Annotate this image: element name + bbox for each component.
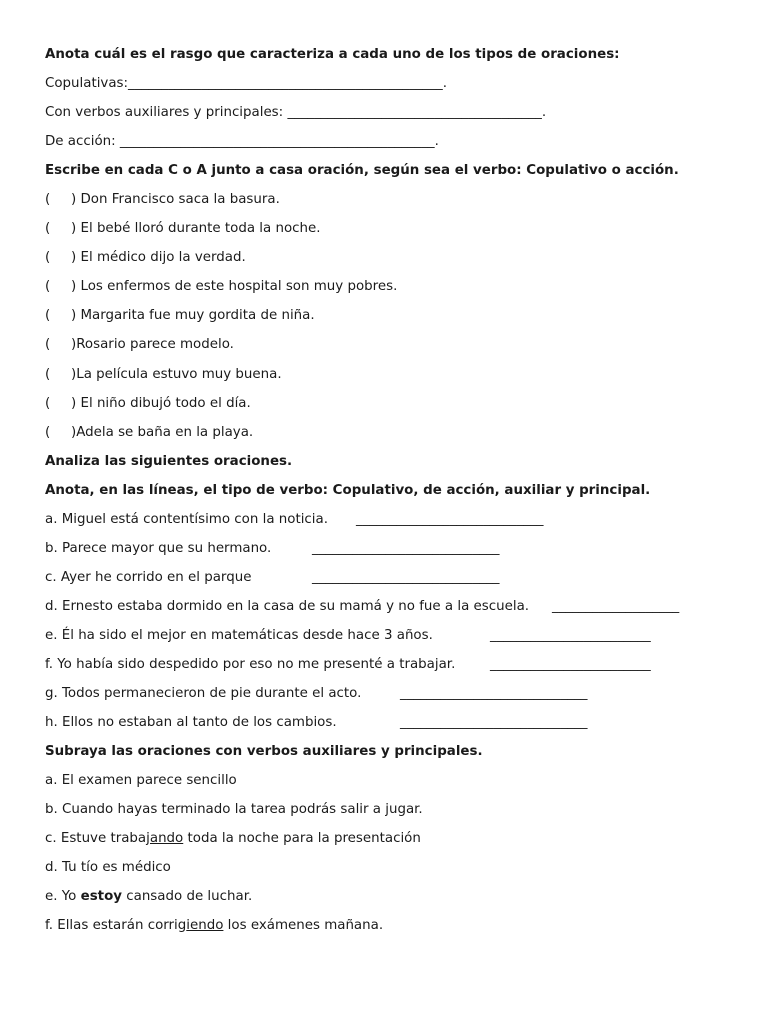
answer-box-open[interactable]: (: [45, 192, 51, 207]
ca-sentence: El bebé lloró durante toda la noche.: [80, 221, 321, 236]
answer-box-close: ): [71, 192, 77, 207]
section1-heading: Anota cuál es el rasgo que caracteriza a cada uno de los tipos de oraciones:: [45, 47, 620, 62]
sentence-e-text-end: cansado de luchar.: [122, 889, 253, 904]
sentence-f-text-end: los exámenes mañana.: [223, 918, 384, 933]
section3-instructions: Anota, en las líneas, el tipo de verbo: Copulativo, de acción, auxiliar y principal.: [45, 483, 651, 498]
ca-sentence: Rosario parece modelo.: [76, 337, 234, 352]
sentence-c-text-start: c. Estuve traba: [45, 831, 147, 846]
ca-item: [45, 307, 315, 325]
answer-box-close: ): [71, 250, 77, 265]
answer-box-open[interactable]: (: [45, 367, 51, 382]
section4-heading: Subraya las oraciones con verbos auxiliares y principales.: [45, 744, 483, 759]
auxiliares-blank[interactable]: ______________________________________: [287, 105, 542, 120]
verb-sentence: h. Ellos no estaban al tanto de los cambios.: [45, 715, 337, 730]
sentence-f-text-start: f. Ellas estarán corrig: [45, 918, 187, 933]
ca-sentence: Margarita fue muy gordita de niña.: [80, 308, 315, 323]
verb-answer-blank[interactable]: ____________________________: [400, 686, 588, 701]
verb-sentence: d. Ernesto estaba dormido en la casa de su mamá y no fue a la escuela.: [45, 599, 530, 614]
answer-box-close: ): [71, 367, 77, 382]
verb-answer-blank[interactable]: ____________________________: [312, 541, 500, 556]
verb-answer-blank[interactable]: ________________________: [490, 657, 651, 672]
ca-item: [45, 220, 321, 238]
verb-sentence: e. Él ha sido el mejor en matemáticas desde hace 3 años.: [45, 628, 433, 643]
ca-sentence: Adela se baña en la playa.: [76, 425, 254, 440]
verb-sentence: b. Parece mayor que su hermano.: [45, 541, 272, 556]
ca-sentence: La película estuvo muy buena.: [76, 367, 282, 382]
answer-box-close: ): [71, 396, 77, 411]
auxiliares-row: [45, 104, 546, 122]
underline-sentence-c[interactable]: [45, 830, 421, 848]
answer-box-open[interactable]: (: [45, 250, 51, 265]
copulativas-period: .: [442, 76, 447, 91]
sentence-f-underlined: iendo: [186, 918, 224, 933]
sentence-e-bold: estoy: [80, 889, 122, 904]
sentence-c-underlined: jando: [146, 831, 184, 846]
ca-item: [45, 395, 251, 413]
verb-answer-blank[interactable]: ____________________________: [356, 512, 544, 527]
ca-item: [45, 336, 234, 354]
verb-answer-blank[interactable]: ___________________: [552, 599, 680, 614]
ca-item: [45, 191, 280, 209]
ca-item: [45, 278, 397, 296]
answer-box-close: ): [71, 337, 77, 352]
verb-answer-blank[interactable]: ________________________: [490, 628, 651, 643]
ca-item: [45, 249, 246, 267]
answer-box-open[interactable]: (: [45, 396, 51, 411]
auxiliares-label: Con verbos auxiliares y principales:: [45, 105, 288, 120]
copulativas-blank[interactable]: _______________________________________________: [128, 76, 443, 91]
ca-sentence: Don Francisco saca la basura.: [80, 192, 280, 207]
answer-box-close: ): [71, 279, 77, 294]
answer-box-open[interactable]: (: [45, 221, 51, 236]
accion-label: De acción:: [45, 134, 120, 149]
section2-heading: Escribe en cada C o A junto a casa oración, según sea el verbo: Copulativo o acción.: [45, 163, 679, 178]
auxiliares-period: .: [541, 105, 547, 120]
answer-box-close: ): [71, 221, 77, 236]
ca-sentence: Los enfermos de este hospital son muy pobres.: [80, 279, 398, 294]
ca-item: [45, 424, 253, 442]
answer-box-open[interactable]: (: [45, 308, 51, 323]
underline-sentence-b[interactable]: b. Cuando hayas terminado la tarea podrás salir a jugar.: [45, 802, 423, 817]
underline-sentence-e[interactable]: [45, 888, 252, 906]
answer-box-open[interactable]: (: [45, 337, 51, 352]
ca-sentence: El niño dibujó todo el día.: [80, 396, 251, 411]
ca-item: [45, 366, 282, 384]
answer-box-close: ): [71, 308, 77, 323]
sentence-e-text-start: e. Yo: [45, 889, 81, 904]
verb-answer-blank[interactable]: ____________________________: [312, 570, 500, 585]
copulativas-label: Copulativas:: [45, 76, 129, 91]
answer-box-open[interactable]: (: [45, 425, 51, 440]
verb-answer-blank[interactable]: ____________________________: [400, 715, 588, 730]
copulativas-row: [45, 75, 447, 93]
verb-sentence: f. Yo había sido despedido por eso no me presenté a trabajar.: [45, 657, 456, 672]
sentence-c-text-end: toda la noche para la presentación: [183, 831, 421, 846]
answer-box-close: ): [71, 425, 77, 440]
accion-blank[interactable]: _______________________________________________: [119, 134, 435, 149]
underline-sentence-a[interactable]: a. El examen parece sencillo: [45, 773, 237, 788]
accion-row: [45, 133, 439, 151]
verb-sentence: a. Miguel está contentísimo con la noticia.: [45, 512, 328, 527]
section3-heading: Analiza las siguientes oraciones.: [45, 454, 293, 469]
underline-sentence-f[interactable]: [45, 917, 383, 935]
verb-sentence: g. Todos permanecieron de pie durante el acto.: [45, 686, 362, 701]
verb-sentence: c. Ayer he corrido en el parque: [45, 570, 252, 585]
accion-period: .: [434, 134, 439, 149]
answer-box-open[interactable]: (: [45, 279, 51, 294]
underline-sentence-d[interactable]: d. Tu tío es médico: [45, 860, 171, 875]
ca-sentence: El médico dijo la verdad.: [80, 250, 246, 265]
